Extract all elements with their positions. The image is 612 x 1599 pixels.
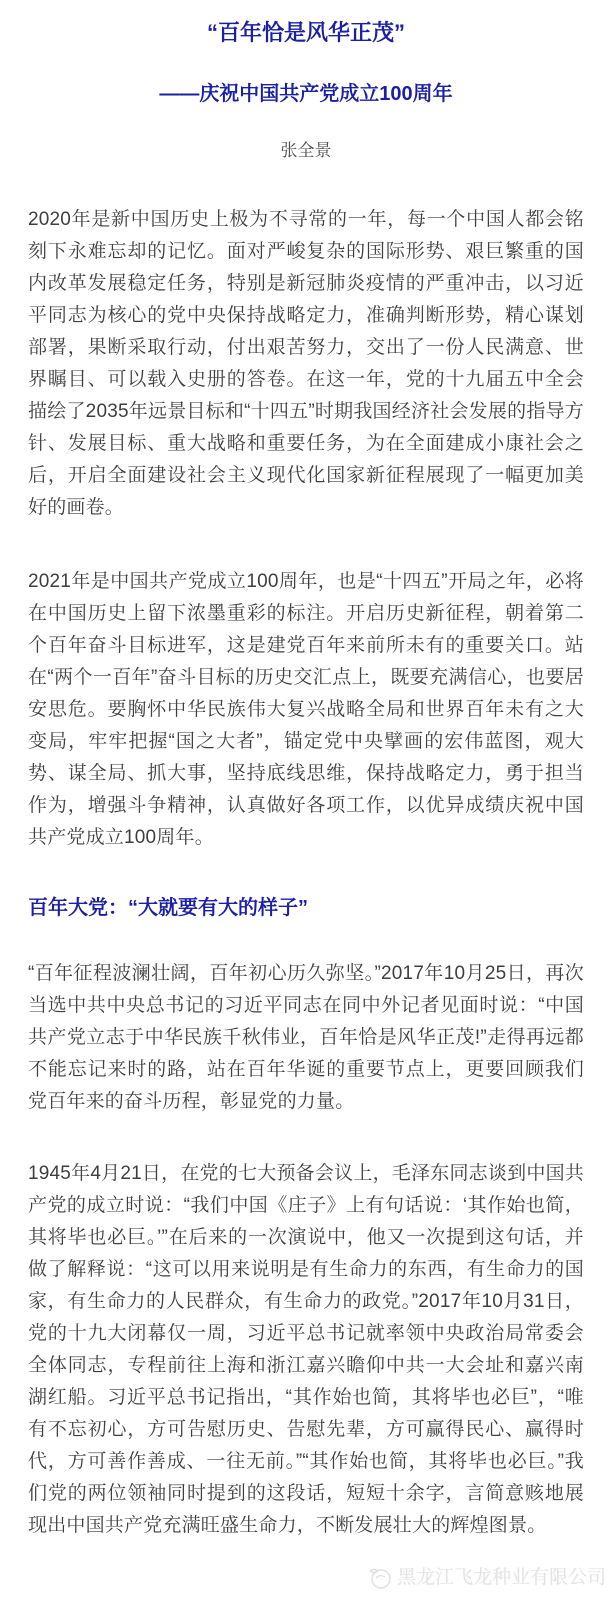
company-emblem-icon (367, 1565, 393, 1591)
article-author: 张全景 (280, 141, 332, 160)
company-watermark (367, 1565, 606, 1591)
intro-paragraph-2: 2021年是中国共产党成立100周年，也是“十四五”开局之年，必将在中国历史上留下浓墨重彩的标注。开启历史新征程，朝着第二个百年奋斗目标进军，这是建党百年来前所未有的重要关口。站在“两个一百年”奋斗目标的历史交汇点上，既要充满信心，也要居安思危。要胸怀中华民族伟大复兴战略全局和世界百年未有之大变局，牢牢把握“国之大者”，锚定党中央擘画的宏伟蓝图，观大势、谋全局、抓大事，坚持底线思维，保持战略定力，勇于担当作为，增强斗争精神，认真做好各项工作，以优异成绩庆祝中国共产党成立100周年。 (28, 571, 584, 848)
article-subtitle: ——庆祝中国共产党成立100周年 (159, 83, 453, 105)
intro-paragraph-1: 2020年是新中国历史上极为不寻常的一年，每一个中国人都会铭刻下永难忘却的记忆。面对严峻复杂的国际形势、艰巨繁重的国内改革发展稳定任务，特别是新冠肺炎疫情的严重冲击，以习近平同志为核心的党中央保持战略定力，准确判断形势，精心谋划部署，果断采取行动，付出艰苦努力，交出了一份人民满意、世界瞩目、可以载入史册的答卷。在这一年，党的十九届五中全会描绘了2035年远景目标和“十四五”时期我国经济社会发展的指导方针、发展目标、重大战略和重要任务，为在全面建成小康社会之后，开启全面建设社会主义现代化国家新征程展现了一幅更加美好的画卷。 (28, 209, 584, 518)
article-title: “百年恰是风华正茂” (206, 20, 405, 45)
section-paragraph-1: “百年征程波澜壮阔，百年初心历久弥坚。”2017年10月25日，再次当选中共中央总书记的习近平同志在同中外记者见面时说：“中国共产党立志于中华民族千秋伟业，百年恰是风华正茂!”走得再远都不能忘记来时的路，站在百年华诞的重要节点上，更要回顾我们党百年来的奋斗历程，彰显党的力量。 (28, 963, 584, 1112)
section-heading: 百年大党：“大就要有大的样子” (28, 897, 308, 919)
section-paragraph-2: 1945年4月21日，在党的七大预备会议上，毛泽东同志谈到中国共产党的成立时说：“我们中国《庄子》上有句话说：‘其作始也简，其将毕也必巨。’”在后来的一次演说中，他又一次提到这句话，并做了解释说：“这可以用来说明是有生命力的东西，有生命力的国家，有生命力的人民群众，有生命力的政党。”2017年10月31日，党的十九大闭幕仅一周，习近平总书记就率领中央政治局常委会全体同志，专程前往上海和浙江嘉兴瞻仰中共一大会址和嘉兴南湖红船。习近平总书记指出，“其作始也简，其将毕也必巨”，“唯有不忘初心，方可告慰历史、告慰先辈，方可赢得民心、赢得时代，方可善作善成、一往无前。”“其作始也简，其将毕也必巨。”我们党的两位领袖同时提到的这段话，短短十余字，言简意赅地展现出中国共产党充满旺盛生命力，不断发展壮大的辉煌图景。 (28, 1163, 584, 1536)
watermark-company-name: 黑龙江飞龙种业有限公司 (396, 1567, 606, 1588)
